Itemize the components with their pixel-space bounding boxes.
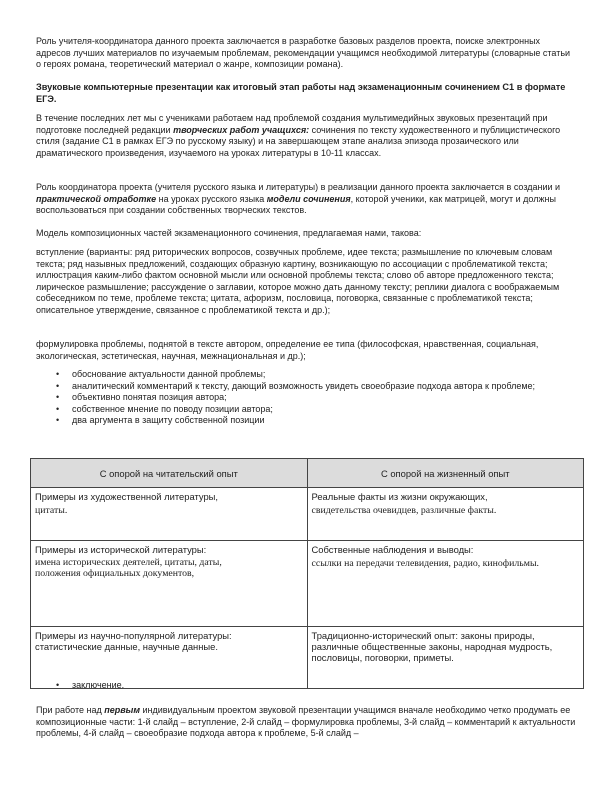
- table-cell: [31, 541, 308, 627]
- cell-text: имена исторических деятелей, цитаты, даты, положения официальных документов,: [35, 557, 222, 579]
- list-item: [36, 415, 576, 427]
- table-header-row: [31, 459, 584, 488]
- paragraph-model: [36, 228, 576, 240]
- bullet-list: [36, 369, 576, 427]
- cell-text: ссылки на передачи телевидения, радио, кинофильмы.: [311, 558, 539, 569]
- paragraph-presentations: [36, 113, 576, 159]
- list-item-text: заключение.: [72, 680, 125, 690]
- list-item-text: аналитический комментарий к тексту, дающий возможность увидеть своеобразие подхода автора к проблеме;: [72, 380, 536, 391]
- intro-text: Роль учителя-координатора данного проекта заключается в разработке базовых разделов проекта, поиске электронных адресов лучших материалов по изучаемым проблемам, рекомендации учащимся необходимой литературы (словарные статьи о героях романа, теоретический материал о жанре, композиции романа).: [36, 36, 571, 70]
- text-run: При работе над: [36, 705, 105, 715]
- paragraph-introduction-variants: [36, 247, 576, 317]
- list-item-text: два аргумента в защиту собственной позиции: [72, 415, 265, 426]
- table-row: [31, 541, 584, 627]
- emphasis-text: модели сочинения: [266, 193, 351, 204]
- bullet-icon: •: [56, 392, 60, 403]
- list-item-text: собственное мнение по поводу позиции автора;: [72, 403, 273, 414]
- emphasis-text: творческих работ учащихся:: [173, 124, 310, 135]
- paragraph-model-text: Модель композиционных частей экзаменационного сочинения, предлагаемая нами, такова:: [36, 228, 422, 238]
- list-item: [36, 404, 576, 416]
- emphasis-text: практической отработке: [36, 193, 157, 204]
- bullet-icon: •: [56, 369, 60, 379]
- text-run: на уроках русского языка: [156, 193, 267, 204]
- cell-text: Реальные факты из жизни окружающих,: [311, 491, 488, 502]
- paragraph-problem-text: формулировка проблемы, поднятой в тексте автором, определение ее типа (философская, нравственная, социальная, экологическая, эстетическая, научная, межнациональная и др.);: [36, 339, 539, 361]
- text-run: В течение последних лет мы с учениками работаем над проблемой создания мультимедийных звуковых презентаций при подготовке последней редакции: [36, 113, 548, 135]
- cell-text: Традиционно-исторический опыт: законы природы, различные общественные законы, народная мудрость, пословицы, поговорки, приметы.: [311, 630, 553, 663]
- list-item-text: обоснование актуальности данной проблемы;: [72, 369, 266, 379]
- paragraph-coordinator: [36, 182, 576, 217]
- table-row: [31, 488, 584, 541]
- text-run: сочинения по тексту художественного и публицистического стиля (задание С1 в рамках ЕГЭ по русскому языку) и на завершающем этапе анализа эпизода прозаического или драматического произведения, изучаемого на уроках литературы в 10-11 классах.: [36, 124, 561, 158]
- paragraph-coordinator-text: [36, 182, 576, 217]
- bullet-icon: •: [56, 380, 60, 391]
- bullet-icon: •: [56, 415, 60, 426]
- text-run: , которой ученики, как матрицей, могут и должны воспользоваться при создании собственных творческих текстов.: [36, 193, 556, 216]
- cell-text: Собственные наблюдения и выводы:: [311, 544, 474, 555]
- text-run: Роль координатора проекта (учителя русского языка и литературы) в реализации данного проекта заключается в создании и: [36, 182, 561, 192]
- closing-bullet-list: [36, 680, 576, 692]
- list-item: [36, 680, 576, 692]
- table-cell: [307, 488, 584, 541]
- cell-text: Примеры из художественной литературы,: [35, 491, 219, 502]
- paragraph-first-project-text: [36, 705, 576, 740]
- paragraph-presentations-text: [36, 113, 576, 159]
- table-header-left: С опорой на читательский опыт: [31, 459, 308, 488]
- text-run: индивидуальным проектом звуковой презентации учащимся вначале необходимо четко продумать ее композиционные части: 1-й слайд – вступление, 2-й слайд – формулировка проблемы, 3-й слайд – комментарий к актуальности проблемы, 4-й слайд – своеобразие подхода автора к проблеме, 5-й слайд –: [36, 705, 576, 739]
- cell-text: Примеры из научно-популярной литературы: статистические данные, научные данные.: [35, 630, 232, 652]
- paragraph-introduction-variants-text: вступление (варианты: ряд риторических вопросов, созвучных проблеме, идее текста; размышление по ключевым словам текста; ряд назывных предложений, создающих образную картину, возникающую по ассоциации с проблематикой текста; иллюстрация каким-либо фактом основной мысли или основной проблемы текста; слово об авторе предложенного текста; лирическое размышление; рассуждение о заглавии, которое можно дать данному тексту; реплики диалога с воображаемым собеседником по теме, проблеме текста; цитата, афоризм, пословица, поговорка, связанные с проблематикой текста; описательное утверждение, связанное с проблематикой текста и др.);: [36, 247, 560, 315]
- intro-paragraph: [36, 36, 576, 71]
- list-item: [36, 369, 576, 381]
- paragraph-first-project: [36, 705, 576, 740]
- cell-text: свидетельства очевидцев, различные факты.: [311, 505, 497, 516]
- bullet-icon: •: [56, 680, 60, 690]
- emphasis-text: первым: [104, 705, 141, 715]
- cell-text: цитаты.: [35, 505, 68, 516]
- table-cell: [307, 541, 584, 627]
- list-item: [36, 381, 576, 393]
- list-item-text: объективно понятая позиция автора;: [72, 392, 227, 403]
- table-cell: [31, 488, 308, 541]
- paragraph-problem: [36, 339, 576, 362]
- table-header-right: С опорой на жизненный опыт: [307, 459, 584, 488]
- list-item: [36, 392, 576, 404]
- section-heading-text: Звуковые компьютерные презентации как итоговый этап работы над экзаменационным сочинением С1 в формате ЕГЭ.: [36, 82, 566, 104]
- arguments-table: [30, 458, 584, 689]
- cell-text: Примеры из исторической литературы:: [35, 544, 207, 555]
- section-heading: [36, 82, 576, 105]
- bullet-icon: •: [56, 403, 60, 414]
